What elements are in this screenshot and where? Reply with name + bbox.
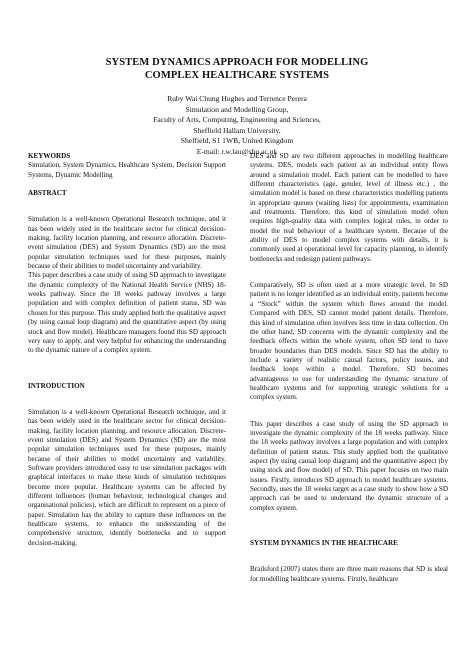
keywords-text: Simulation, System Dynamics, Healthcare System, Decision Support Systems, Dynamic Modelling <box>28 161 226 179</box>
left-column <box>28 152 226 548</box>
abstract-heading: ABSTRACT <box>28 189 67 198</box>
author-university: Sheffield Hallam University, <box>193 125 281 135</box>
author-email: E-mail: r.w.lau@shu.ac.uk <box>196 146 278 156</box>
right-paragraph-1: DES and SD are two different approaches in modelling healthcare systems. DES, models each patient as an individual entity flows around a simulation model. Each patient can be modelled to have different characteristics (age, gender, level of illness etc.) , the simulation model is based on these characteristics modelling patients in appropriate queues (waiting lists) for appointments, examination and treatments. Therefore, this kind of simulation model often requires high-quality data with complex logical rules, in order to model the real behaviour of a healthcare system. Because of the ability of DES to model complex systems with details, it is commonly used at operational level for capacity planning, to identify bottlenecks and redesign patient pathways. <box>250 152 448 263</box>
section-heading-sd-healthcare: SYSTEM DYNAMICS IN THE HEALTHCARE <box>250 539 398 548</box>
right-paragraph-2: Comparatively, SD is often used at a more strategic level. In SD patient is no longer identified as an individual entity, patients become a “Stock” within the system which flows around the model. Compared with DES, SD cannot model patient details. Therefore, this kind of simulation often involves less time in data collection. On the other hand, SD concerns with the dynamic complexity and the feedback effects within the whole system, often SD tend to have broader boundaries than DES models. Since SD has the ability to include a variety of realistic causal factors, policy issues, and feedback loops within a model. Therefore, SD becomes advantageous to use for understanding the dynamic structure of healthcare systems and for supporting strategic solutions for a complex system. <box>250 281 448 402</box>
abstract-paragraph-1: Simulation is a well-known Operational Research technique, and it has been widely used in the healthcare sector for clinical decision-making, facility location planning, and resource allocation. Discrete-event simulation (DES) and System Dynamics (SD) are the most popular simulation techniques used for these purposes, mainly because of their abilities to model uncertainty and variability. <box>28 215 226 271</box>
author-address: Sheffield, S1 1WB, United Kingdom <box>180 136 294 146</box>
right-paragraph-3: This paper describes a case study of using the SD approach to investigate the dynamic complexity of the 18 weeks pathway. Since the 18 weeks pathway involves a large population and with complex definition of patient status. This study applied both the qualitative aspect (by using causal loop diagram) and the quantitative aspect (by using stock and flow model) of SD. This paper focuses on two main issues. Firstly, introduces SD approach to model healthcare systems. Secondly, uses the 18 weeks target as a case study to show how a SD approach can be used to understand the dynamic structure of a complex system. <box>250 419 448 512</box>
paper-title-line-1: SYSTEM DYNAMICS APPROACH FOR MODELLING <box>105 57 369 68</box>
introduction-paragraph-1: Simulation is a well-known Operational Research technique, and it has been widely used in the healthcare sector for clinical decision-making, facility location planning, and resource allocation. Discrete-event simulation (DES) and System Dynamics (SD) are the most popular simulation techniques used for these purposes, mainly because of their abilities to model uncertainty and variability. Software providers introduced easy to use simulation packages with graphical interfaces to make these kinds of simulation techniques become more popular. Healthcare systems can be affected by different influences (human behaviour, technological changes and organisational policies), which are difficult to represent on a piece of paper. Simulation has the ability to capture these influences on the healthcare systems, to enhance the understanding of the comprehensive structure, identify bottlenecks and to support decision-making. <box>28 407 226 547</box>
right-paragraph-4: Brailsford (2007) states there are three main reasons that SD is ideal for modelling healthcare systems. Firstly, healthcare <box>250 565 448 583</box>
keywords-heading: KEYWORDS <box>28 152 71 160</box>
paper-title-line-2: COMPLEX HEALTHCARE SYSTEMS <box>144 70 330 81</box>
author-block <box>0 94 474 158</box>
paper-title <box>0 56 474 82</box>
abstract-paragraph-2: This paper describes a case study of using SD approach to investigate the dynamic complexity of the National Health Service (NHS) 18-weeks pathway. Since the 18 weeks pathway involves a large population and with complex definition of patient status, SD was chosen for this purpose. This study applied both the qualitative aspect (by using causal loop diagram) and the quantitative aspect (by using stock and flow model). Healthcare managers found this SD approach very easy to apply, and very helpful for enhancing the understanding to the dynamic nature of a complex system. <box>28 271 226 355</box>
right-column <box>250 152 448 584</box>
author-names: Ruby Wai Chung Hughes and Terrence Perera <box>167 94 307 103</box>
author-group: Simulation and Modelling Group, <box>185 104 289 114</box>
author-faculty: Faculty of Arts, Computing, Engineering and Sciences, <box>153 115 321 125</box>
introduction-heading: INTRODUCTION <box>28 381 85 390</box>
